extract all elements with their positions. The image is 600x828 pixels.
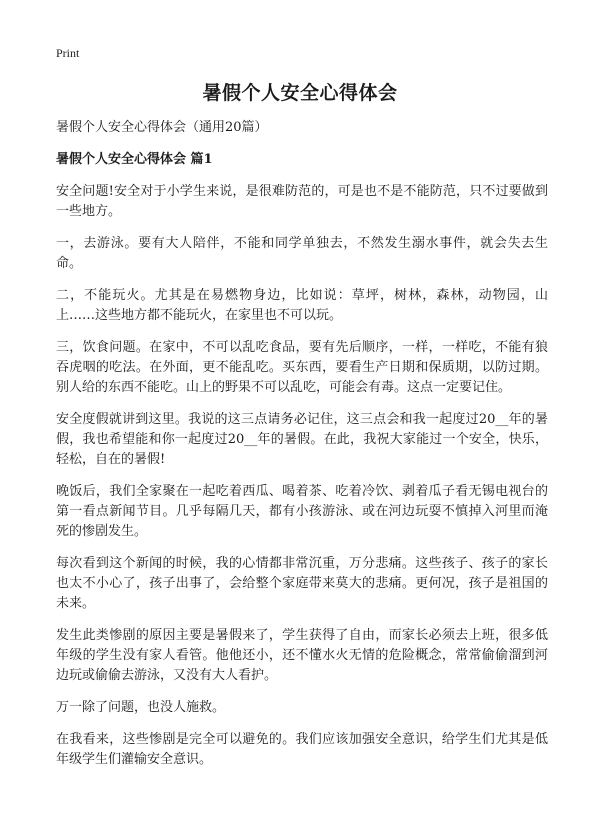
paragraph-7: 每次看到这个新闻的时候，我的心情都非常沉重，万分悲痛。这些孩子、孩子的家长也太不小心了，孩子出事了，会给整个家庭带来莫大的悲痛。更何况，孩子是祖国的未来。 — [56, 556, 548, 611]
paragraph-10: 在我看来，这些惨剧是完全可以避免的。我们应该加强安全意识，给学生们尤其是低年级学生们灌输安全意识。 — [56, 732, 548, 767]
paragraph-8: 发生此类惨剧的原因主要是暑假来了，学生获得了自由，而家长必须去上班，很多低年级的学生没有家人看管。他他还小，还不懂水火无情的危险概念，常常偷偷溜到河边玩或偷偷去游泳，又没有大人看护。 — [56, 628, 548, 683]
document-subtitle: 暑假个人安全心得体会（通用20篇） — [56, 120, 268, 135]
paragraph-6: 晚饭后，我们全家聚在一起吃着西瓜、喝着茶、吃着冷饮、剥着瓜子看无锡电视台的第一看点新闻节目。几乎每隔几天，都有小孩游泳、或在河边玩耍不慎掉入河里而淹死的惨剧发生。 — [56, 484, 548, 539]
document-title: 暑假个人安全心得体会 — [202, 82, 398, 104]
paragraph-3: 二，不能玩火。尤其是在易燃物身边，比如说：草坪，树林，森林，动物园，山上……这些地方都不能玩火，在家里也不可以玩。 — [56, 288, 548, 323]
paragraph-4: 三，饮食问题。在家中，不可以乱吃食品，要有先后顺序，一样，一样吃，不能有狼吞虎咽的吃法。在外面，更不能乱吃。买东西，要看生产日期和保质期，以防过期。别人给的东西不能吃。山上的野果不可以乱吃，可能会有毒。这点一定要记住。 — [56, 340, 548, 395]
paragraph-2: 一，去游泳。要有大人陪伴，不能和同学单独去，不然发生溺水事件，就会失去生命。 — [56, 236, 548, 271]
print-link[interactable]: Print — [56, 46, 80, 60]
document-body — [56, 118, 548, 782]
paragraph-5: 安全度假就讲到这里。我说的这三点请务必记住，这三点会和我一起度过20__年的暑假，我也希望能和你一起度过20__年的暑假。在此，我祝大家能过一个安全，快乐，轻松，自在的暑假! — [56, 412, 548, 467]
section-heading: 暑假个人安全心得体会 篇1 — [56, 152, 213, 167]
paragraph-9: 万一除了问题，也没人施救。 — [56, 700, 226, 715]
paragraph-1: 安全问题!安全对于小学生来说，是很难防范的，可是也不是不能防范，只不过要做到一些地方。 — [56, 184, 548, 219]
